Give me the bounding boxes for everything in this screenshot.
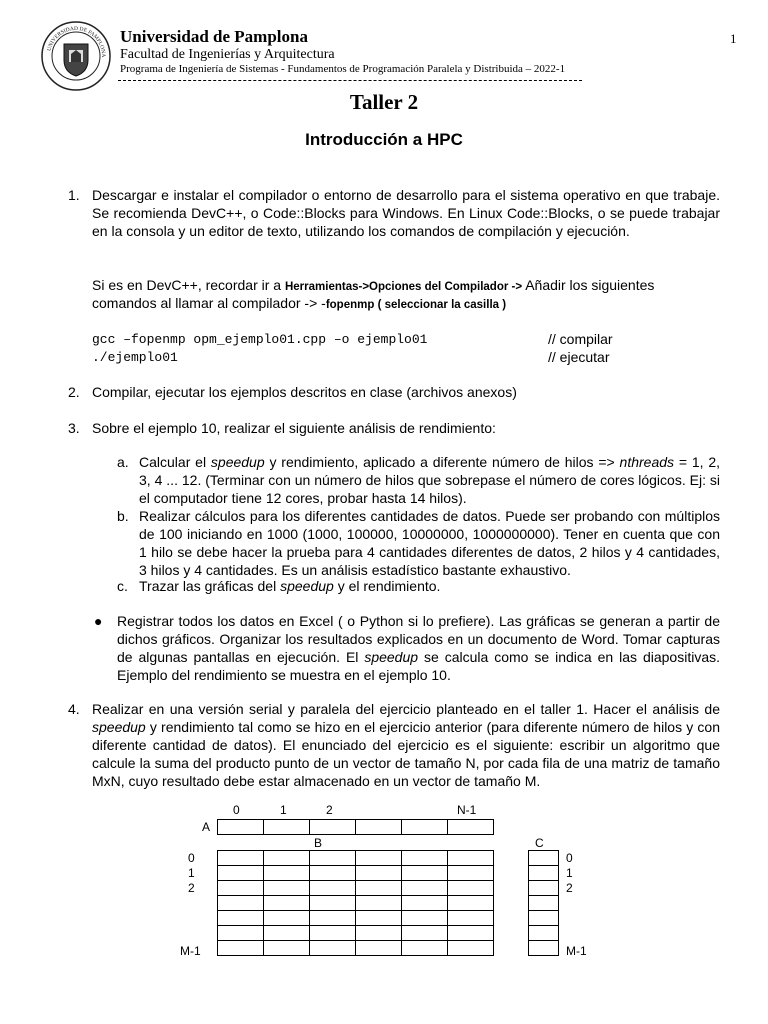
vector-c: [528, 851, 559, 956]
matrix-b-label: B: [314, 836, 323, 850]
item-3c-post: y el rendimiento.: [337, 578, 441, 594]
item-3b-label: b.: [117, 508, 129, 524]
vector-c-label: C: [535, 836, 544, 850]
page-number: 1: [730, 31, 737, 46]
run-comment: // ejecutar: [548, 349, 610, 365]
col-label-2: 2: [326, 803, 333, 817]
item-4-post: y rendimiento tal como se hizo en el ejercicio anterior (para diferente número de hilos y con diferente cantidad de datos). El enunciado del ejercicio es el siguiente: escribir un algoritmo que calcule la suma del producto punto de un vector de tamaño N, por cada fila de una matriz de tamaño MxN, cuyo resultado debe estar almacenado en un vector de tamaño M.: [92, 719, 720, 789]
row-label-1: 1: [188, 866, 195, 880]
page-subtitle: Introducción a HPC: [305, 130, 463, 149]
item-4-pre: Realizar en una versión serial y paralela del ejercicio planteado en el taller 1. Hacer el análisis de: [92, 701, 720, 717]
item-2-text: Compilar, ejecutar los ejemplos descritos en clase (archivos anexos): [92, 384, 517, 400]
faculty-name: Facultad de Ingenierías y Arquitectura: [120, 47, 335, 62]
c-row-label-m-1: M-1: [566, 944, 587, 958]
item-3c-pre: Trazar las gráficas del: [139, 578, 277, 594]
col-label-n-1: N-1: [457, 803, 477, 817]
item-3a-speedup: speedup: [210, 454, 265, 470]
bullet-icon: ●: [94, 613, 103, 629]
bullet-speedup: speedup: [364, 649, 419, 665]
item-1-number: 1.: [68, 187, 80, 203]
item-3-text: Sobre el ejemplo 10, realizar el siguiente análisis de rendimiento:: [92, 420, 496, 436]
item-2-number: 2.: [68, 384, 80, 400]
item-3a-post: = 1, 2, 3, 4 ... 12. (Terminar con un número de hilos que sobrepase el número de cores lógicos. Ej: si el computador tiene 12 cores, probar hasta 14 hilos).: [139, 454, 721, 506]
devc-line2-prefix: comandos al llamar al compilador -> -: [92, 295, 326, 311]
vector-a: [217, 819, 494, 835]
row-label-2: 2: [188, 881, 195, 895]
devc-suffix: Añadir los siguientes: [525, 277, 655, 293]
program-line: Programa de Ingeniería de Sistemas - Fundamentos de Programación Paralela y Distribuida – 2022-1: [120, 63, 566, 75]
col-label-1: 1: [280, 803, 287, 817]
item-1-text: Descargar e instalar el compilador o entorno de desarrollo para el sistema operativo en que trabaje. Se recomienda DevC++, o Code::Blocks para Windows. En Linux Code::Blocks, o se puede trabajar en la consola y un editor de texto, utilizando los comandos de compilación y ejecución.: [92, 187, 720, 239]
item-3a-mid: y rendimiento, aplicado a diferente número de hilos =>: [269, 454, 615, 470]
item-3c-speedup: speedup: [280, 578, 334, 594]
row-label-m-1: M-1: [180, 944, 201, 958]
matrix-b: [217, 851, 494, 956]
col-label-0: 0: [233, 803, 240, 817]
item-3c-label: c.: [117, 578, 128, 594]
row-label-0: 0: [188, 851, 195, 865]
page-title: Taller 2: [349, 90, 419, 114]
item-3a-nthreads: nthreads: [619, 454, 675, 470]
c-row-label-2: 2: [566, 881, 573, 895]
devc-prefix: Si es en DevC++, recordar ir a: [92, 277, 282, 293]
item-3b-text: Realizar cálculos para los diferentes cantidades de datos. Puede ser probando con múltiplos de 100 iniciando en 1000 (1000, 100000, 10000000, 1000000000). Tener en cuenta que con 1 hilo se debe hacer la prueba para 4 cantidades diferentes de datos, 2 hilos y 4 cantidades, 3 hilos y 4 cantidades. Es un análisis estadístico bastante exhaustivo.: [139, 508, 720, 578]
devc-menu-path: Herramientas->Opciones del Compilador ->: [284, 281, 523, 293]
item-3a-label: a.: [117, 454, 129, 470]
item-3-number: 3.: [68, 420, 80, 436]
compile-command: gcc –fopenmp opm_ejemplo01.cpp –o ejemplo01: [92, 332, 428, 347]
vector-a-label: A: [202, 820, 211, 834]
bullet-post: se calcula como se indica en las diapositivas. Ejemplo del rendimiento se muestra en el ejemplo 10.: [117, 649, 720, 683]
item-4-number: 4.: [68, 701, 80, 717]
university-name: Universidad de Pamplona: [120, 27, 308, 46]
item-3a-pre: Calcular el: [139, 454, 207, 470]
run-command: ./ejemplo01: [92, 350, 178, 365]
bullet-pre: Registrar todos los datos en Excel ( o Python si lo prefiere). Las gráficas se generan a partir de dichos gráficos. Organizar los resultados explicados en un documento de Word. Tomar capturas de algunas pantallas en ejecución. El: [117, 613, 720, 665]
item-4-speedup: speedup: [92, 719, 146, 735]
seal-text: UNIVERSIDAD DE PAMPLONA: [46, 25, 107, 58]
c-row-label-0: 0: [566, 851, 573, 865]
devc-fopenmp: fopenmp ( seleccionar la casilla ): [325, 299, 507, 311]
c-row-label-1: 1: [566, 866, 573, 880]
compile-comment: // compilar: [548, 331, 613, 347]
